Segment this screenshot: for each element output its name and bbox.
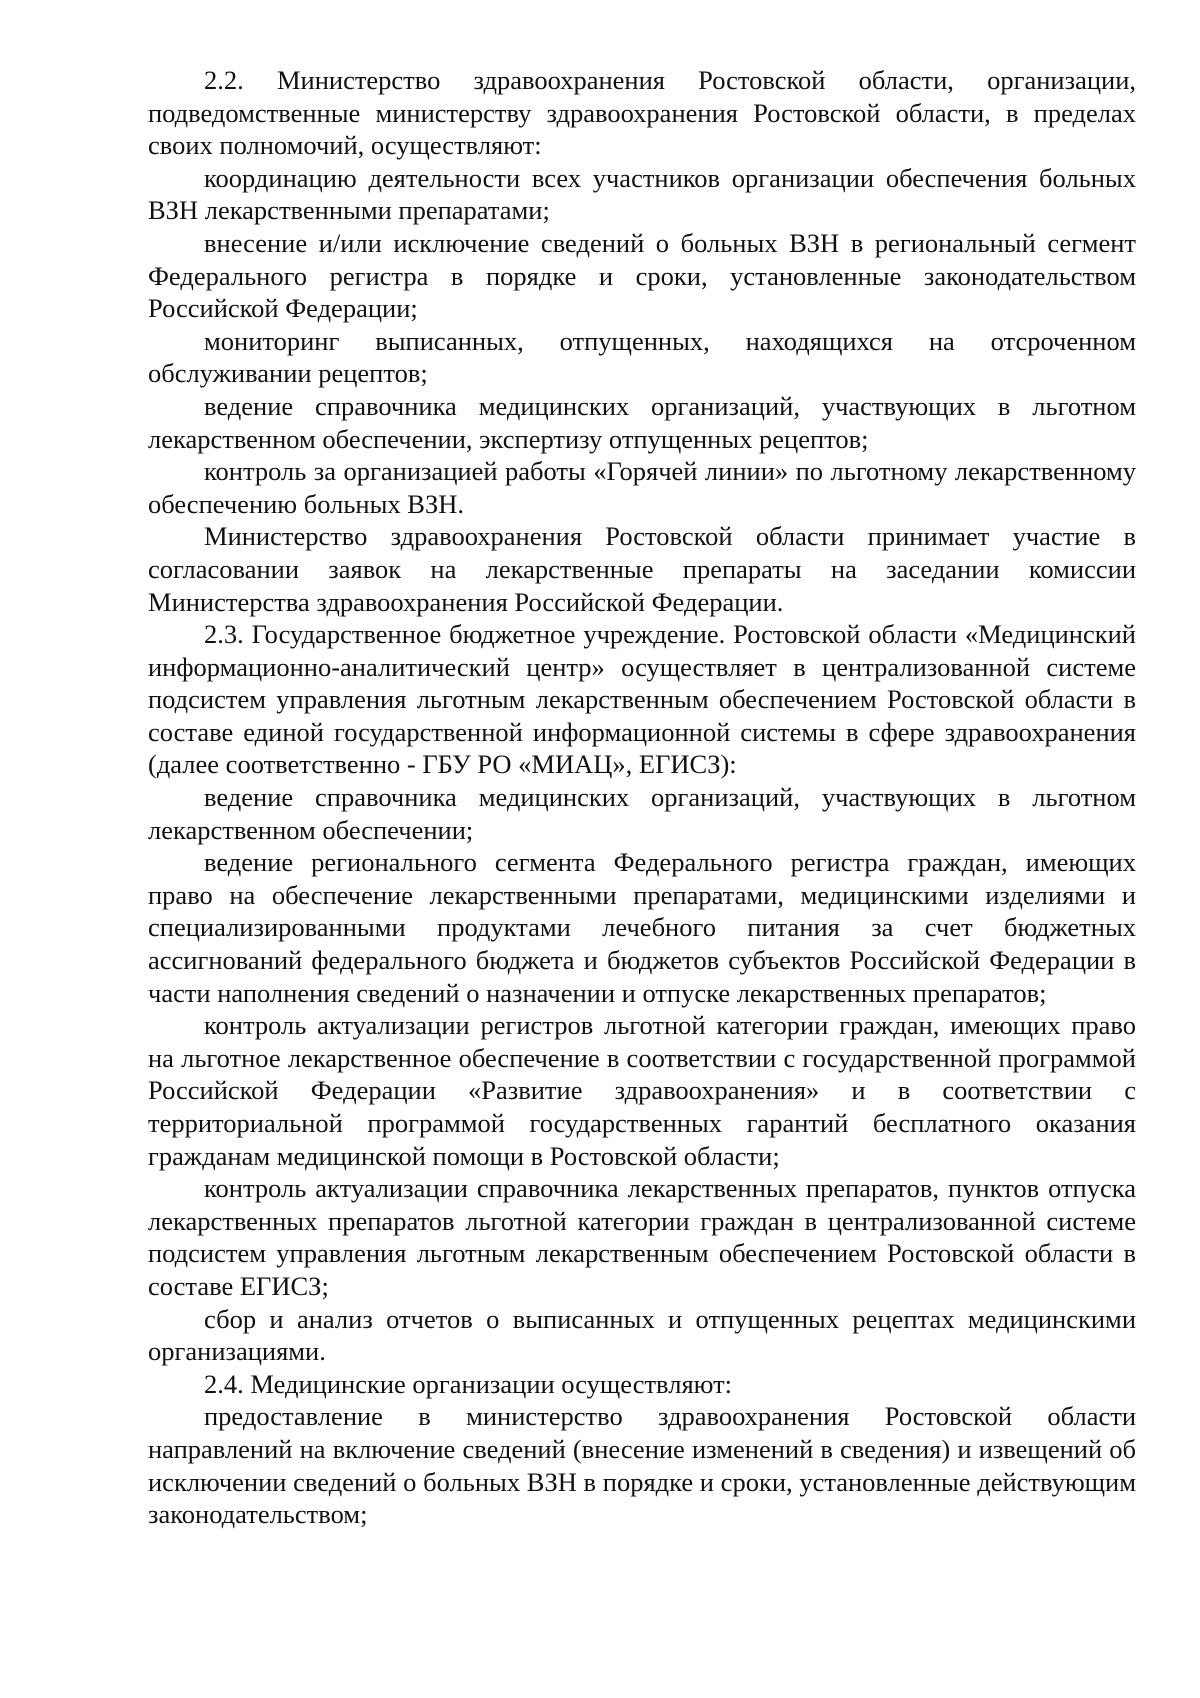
paragraph-2-4-intro: 2.4. Медицинские организации осуществляют: — [204, 1368, 733, 1399]
paragraph-miac-directory: ведение справочника медицинских организаций, участвующих в льготном лекарственном обеспечении; — [148, 782, 1136, 845]
paragraph-drug-directory-control: контроль актуализации справочника лекарственных препаратов, пунктов отпуска лекарственных препаратов льготной категории граждан в централизованной системе подсистем управления льготным лекарственным обеспечением Ростовской области в составе ЕГИСЗ; — [148, 1173, 1136, 1301]
document-page — [148, 64, 1136, 1531]
paragraph-regional-segment: ведение регионального сегмента Федерального регистра граждан, имеющих право на обеспечение лекарственными препаратами, медицинскими изделиями и специализированными продуктами лечебного питания за счет бюджетных ассигнований федерального бюджета и бюджетов субъектов Российской Федерации в части наполнения сведений о назначении и отпуске лекарственных препаратов; — [148, 847, 1136, 1008]
paragraph-coordination: координацию деятельности всех участников организации обеспечения больных ВЗН лекарственными препаратами; — [148, 162, 1136, 226]
paragraph-2-2-intro: 2.2. Министерство здравоохранения Ростовской области, организации, подведомственные министерству здравоохранения Ростовской области, в пределах своих полномочий, осуществляют: — [148, 65, 1136, 161]
paragraph-register-entry: внесение и/или исключение сведений о больных ВЗН в региональный сегмент Федерального регистра в порядке и сроки, установленные законодательством Российской Федерации; — [148, 227, 1136, 324]
paragraph-2-3-intro: 2.3. Государственное бюджетное учреждение. Ростовской области «Медицинский информационно-аналитический центр» осуществляет в централизованной системе подсистем управления льготным лекарственным обеспечением Ростовской области в составе единой государственной информационной системы в сфере здравоохранения (далее соответственно - ГБУ РО «МИАЦ», ЕГИСЗ): — [148, 619, 1136, 780]
paragraph-directory: ведение справочника медицинских организаций, участвующих в льготном лекарственном обеспечении, экспертизу отпущенных рецептов; — [148, 390, 1136, 454]
paragraph-hotline: контроль за организацией работы «Горячей линии» по льготному лекарственному обеспечению больных ВЗН. — [148, 456, 1136, 519]
paragraph-referrals: предоставление в министерство здравоохранения Ростовской области направлений на включение сведений (внесение изменений в сведения) и извещений об исключении сведений о больных ВЗН в порядке и сроки, установленные действующим законодательством; — [148, 1401, 1136, 1530]
paragraph-ministry-participation: Министерство здравоохранения Ростовской области принимает участие в согласовании заявок на лекарственные препараты на заседании комиссии Министерства здравоохранения Российской Федерации. — [148, 521, 1136, 617]
paragraph-reports: сбор и анализ отчетов о выписанных и отпущенных рецептах медицинскими организациями. — [148, 1303, 1136, 1367]
paragraph-monitoring: мониторинг выписанных, отпущенных, находящихся на отсроченном обслуживании рецептов; — [148, 325, 1136, 389]
paragraph-registry-control: контроль актуализации регистров льготной категории граждан, имеющих право на льготное лекарственное обеспечение в соответствии с государственной программой Российской Федерации «Развитие здравоохранения» и в соответствии с территориальной программой государственных гарантий бесплатного оказания гражданам медицинской помощи в Ростовской области; — [148, 1010, 1136, 1171]
